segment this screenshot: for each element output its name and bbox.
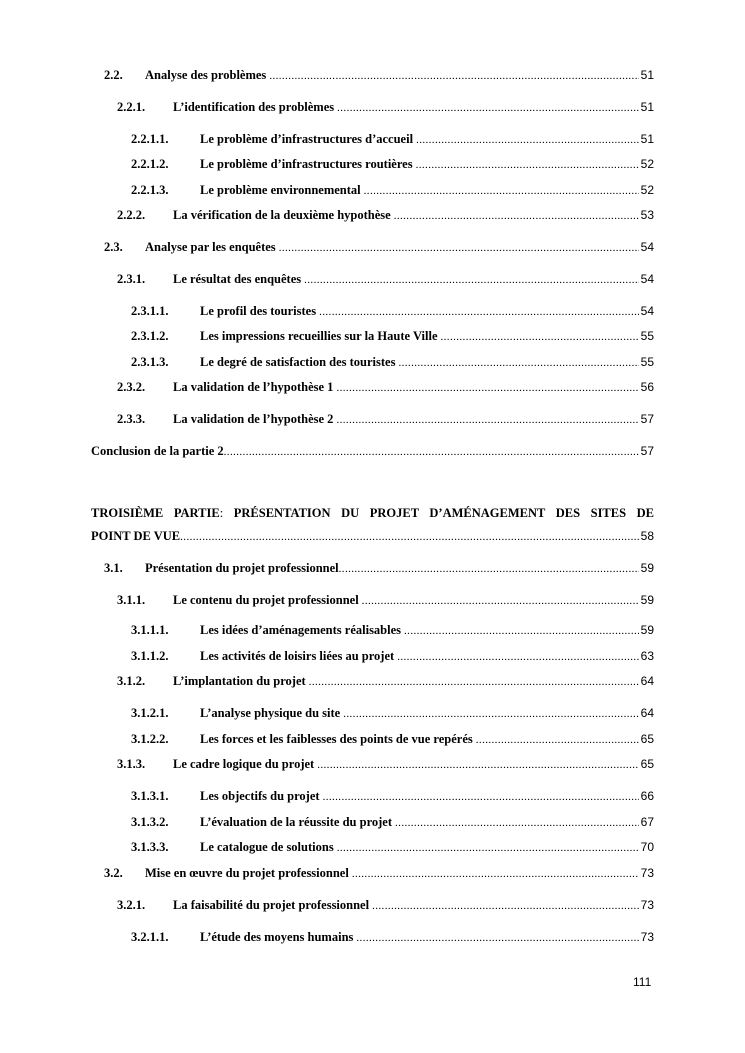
toc-entry[interactable] (104, 561, 654, 576)
toc-page-number: 54 (640, 304, 654, 318)
toc-page-number: 73 (640, 898, 654, 912)
toc-entry[interactable] (131, 815, 654, 830)
toc-number: 2.3.1. (117, 272, 146, 286)
toc-title: Le problème d’infrastructures routières (200, 157, 413, 171)
dot-leader (372, 900, 639, 912)
toc-page-number: 52 (640, 157, 654, 171)
dot-leader (362, 595, 639, 607)
toc-entry[interactable] (104, 240, 654, 255)
toc-number: 3.1.3.2. (131, 815, 169, 829)
dot-leader (404, 625, 639, 637)
toc-number: 2.2.1.2. (131, 157, 169, 171)
toc-page-number: 57 (640, 444, 654, 458)
toc-number: 3.1.1.2. (131, 649, 169, 663)
toc-number: 3.2.1.1. (131, 930, 169, 944)
toc-page-number: 59 (640, 561, 654, 575)
toc-number: 2.2. (104, 68, 123, 82)
toc-number: 3.2.1. (117, 898, 146, 912)
toc-page-number: 65 (640, 732, 654, 746)
dot-leader (395, 817, 639, 829)
toc-number: 3.1.2.1. (131, 706, 169, 720)
page-number: 111 (633, 975, 652, 989)
toc-entry[interactable] (91, 444, 654, 459)
toc-number: 2.2.1.1. (131, 132, 169, 146)
toc-entry[interactable] (131, 649, 654, 664)
toc-entry[interactable] (104, 866, 654, 881)
toc-page-number: 55 (640, 355, 654, 369)
dot-leader (343, 708, 638, 720)
toc-title: Les objectifs du projet (200, 789, 320, 803)
toc-title: Les forces et les faiblesses des points de vue repérés (200, 732, 473, 746)
dot-leader (337, 102, 639, 114)
toc-page-number: 66 (640, 789, 654, 803)
toc-page-number: 70 (640, 840, 654, 854)
toc-title: Les idées d’aménagements réalisables (200, 623, 402, 637)
dot-leader (352, 868, 639, 880)
toc-entry[interactable] (117, 272, 654, 287)
toc-number: 3.1.2. (117, 674, 146, 688)
toc-entry[interactable] (131, 183, 654, 198)
toc-number: 3.2. (104, 866, 123, 880)
dot-leader (224, 446, 639, 458)
toc-number: 3.1.3.1. (131, 789, 169, 803)
toc-page-number: 52 (640, 183, 654, 197)
dot-leader (279, 242, 639, 254)
toc-entry[interactable] (131, 304, 654, 319)
toc-page-number: 54 (640, 240, 654, 254)
toc-title: Le profil des touristes (200, 304, 317, 318)
toc-page-number: 51 (640, 132, 654, 146)
toc-number: 2.2.1.3. (131, 183, 169, 197)
toc-entry[interactable] (131, 706, 654, 721)
toc-entry[interactable] (131, 789, 654, 804)
toc-number: 2.3. (104, 240, 123, 254)
toc-page-number: 59 (640, 593, 654, 607)
dot-leader (476, 734, 639, 746)
toc-entry[interactable] (131, 840, 654, 855)
toc-title: Conclusion de la partie 2 (91, 444, 224, 458)
toc-number: 3.1.1.1. (131, 623, 169, 637)
toc-number: 2.3.1.1. (131, 304, 169, 318)
toc-title: L’identification des problèmes (173, 100, 335, 114)
toc-page-number: 57 (640, 412, 654, 426)
toc-title: Les activités de loisirs liées au projet (200, 649, 395, 663)
toc-page-number: 51 (640, 100, 654, 114)
toc-page-number: 73 (640, 866, 654, 880)
toc-title: Les impressions recueillies sur la Haute Ville (200, 329, 438, 343)
toc-title: Le contenu du projet professionnel (173, 593, 359, 607)
dot-leader (304, 274, 639, 286)
toc-title: Présentation du projet professionnel (145, 561, 339, 575)
toc-title: Analyse par les enquêtes (145, 240, 276, 254)
part-label: TROISIÈME PARTIE (91, 506, 220, 520)
toc-entry[interactable] (131, 355, 654, 370)
toc-title: Le problème d’infrastructures d’accueil (200, 132, 414, 146)
toc-title: Le résultat des enquêtes (173, 272, 302, 286)
dot-leader (339, 563, 639, 575)
toc-title: Mise en œuvre du projet professionnel (145, 866, 349, 880)
dot-leader (398, 357, 638, 369)
toc-entry[interactable] (91, 529, 654, 544)
toc-entry[interactable] (104, 68, 654, 83)
dot-leader (317, 759, 638, 771)
dot-leader (336, 382, 638, 394)
toc-entry[interactable] (117, 593, 654, 608)
dot-leader (394, 210, 639, 222)
toc-number: 2.3.3. (117, 412, 146, 426)
toc-number: 2.3.1.2. (131, 329, 169, 343)
toc-entry[interactable] (117, 100, 654, 115)
toc-page-number: 64 (640, 674, 654, 688)
dot-leader (416, 134, 639, 146)
part-title-line-2: POINT DE VUE (91, 529, 181, 543)
toc-entry[interactable] (117, 757, 654, 772)
toc-title: La validation de l’hypothèse 1 (173, 380, 334, 394)
toc-entry[interactable] (117, 208, 654, 223)
toc-entry[interactable] (117, 380, 654, 395)
toc-title: Le problème environnemental (200, 183, 361, 197)
toc-number: 3.1.3.3. (131, 840, 169, 854)
toc-page-number: 63 (640, 649, 654, 663)
toc-title: Le degré de satisfaction des touristes (200, 355, 396, 369)
dot-leader (180, 531, 638, 543)
toc-entry[interactable] (131, 132, 654, 147)
toc-number: 3.1. (104, 561, 123, 575)
toc-entry[interactable] (131, 157, 654, 172)
part-colon: : (219, 506, 224, 520)
toc-page-number: 65 (640, 757, 654, 771)
toc-title: L’évaluation de la réussite du projet (200, 815, 393, 829)
part-three-heading[interactable] (91, 506, 654, 521)
toc-page-number: 55 (640, 329, 654, 343)
toc-entry[interactable] (117, 674, 654, 689)
toc-title: L’implantation du projet (173, 674, 306, 688)
dot-leader (319, 306, 639, 318)
toc-page-number: 67 (640, 815, 654, 829)
toc-page-number: 56 (640, 380, 654, 394)
dot-leader (441, 331, 639, 343)
toc-entry[interactable] (117, 412, 654, 427)
toc-page-number: 73 (640, 930, 654, 944)
toc-title: L’étude des moyens humains (200, 930, 354, 944)
dot-leader (397, 651, 638, 663)
toc-entry[interactable] (131, 623, 654, 638)
toc-page-number: 53 (640, 208, 654, 222)
dot-leader (336, 414, 638, 426)
toc-number: 3.1.3. (117, 757, 146, 771)
toc-number: 3.1.1. (117, 593, 146, 607)
toc-title: La validation de l’hypothèse 2 (173, 412, 334, 426)
toc-title: Le cadre logique du projet (173, 757, 315, 771)
toc-title: L’analyse physique du site (200, 706, 341, 720)
toc-entry[interactable] (131, 329, 654, 344)
dot-leader (337, 842, 639, 854)
toc-page-number: 59 (640, 623, 654, 637)
dot-leader (309, 676, 639, 688)
part-title-line-1: PRÉSENTATION DU PROJET D’AMÉNAGEMENT DES SITES DE (233, 506, 654, 520)
toc-number: 2.2.1. (117, 100, 146, 114)
toc-page-number: 58 (640, 529, 654, 543)
toc-page-number: 64 (640, 706, 654, 720)
toc-title: Analyse des problèmes (145, 68, 267, 82)
toc-entry[interactable] (117, 898, 654, 913)
toc-title: La faisabilité du projet professionnel (173, 898, 370, 912)
toc-number: 2.3.1.3. (131, 355, 169, 369)
toc-title: Le catalogue de solutions (200, 840, 334, 854)
dot-leader (269, 70, 638, 82)
toc-number: 3.1.2.2. (131, 732, 169, 746)
toc-title: La vérification de la deuxième hypothèse (173, 208, 391, 222)
toc-number: 2.3.2. (117, 380, 146, 394)
dot-leader (364, 185, 639, 197)
toc-entry[interactable] (131, 930, 654, 945)
dot-leader (356, 932, 638, 944)
toc-entry[interactable] (131, 732, 654, 747)
dot-leader (416, 159, 639, 171)
toc-page-number: 51 (640, 68, 654, 82)
toc-page-number: 54 (640, 272, 654, 286)
toc-number: 2.2.2. (117, 208, 146, 222)
dot-leader (323, 791, 639, 803)
